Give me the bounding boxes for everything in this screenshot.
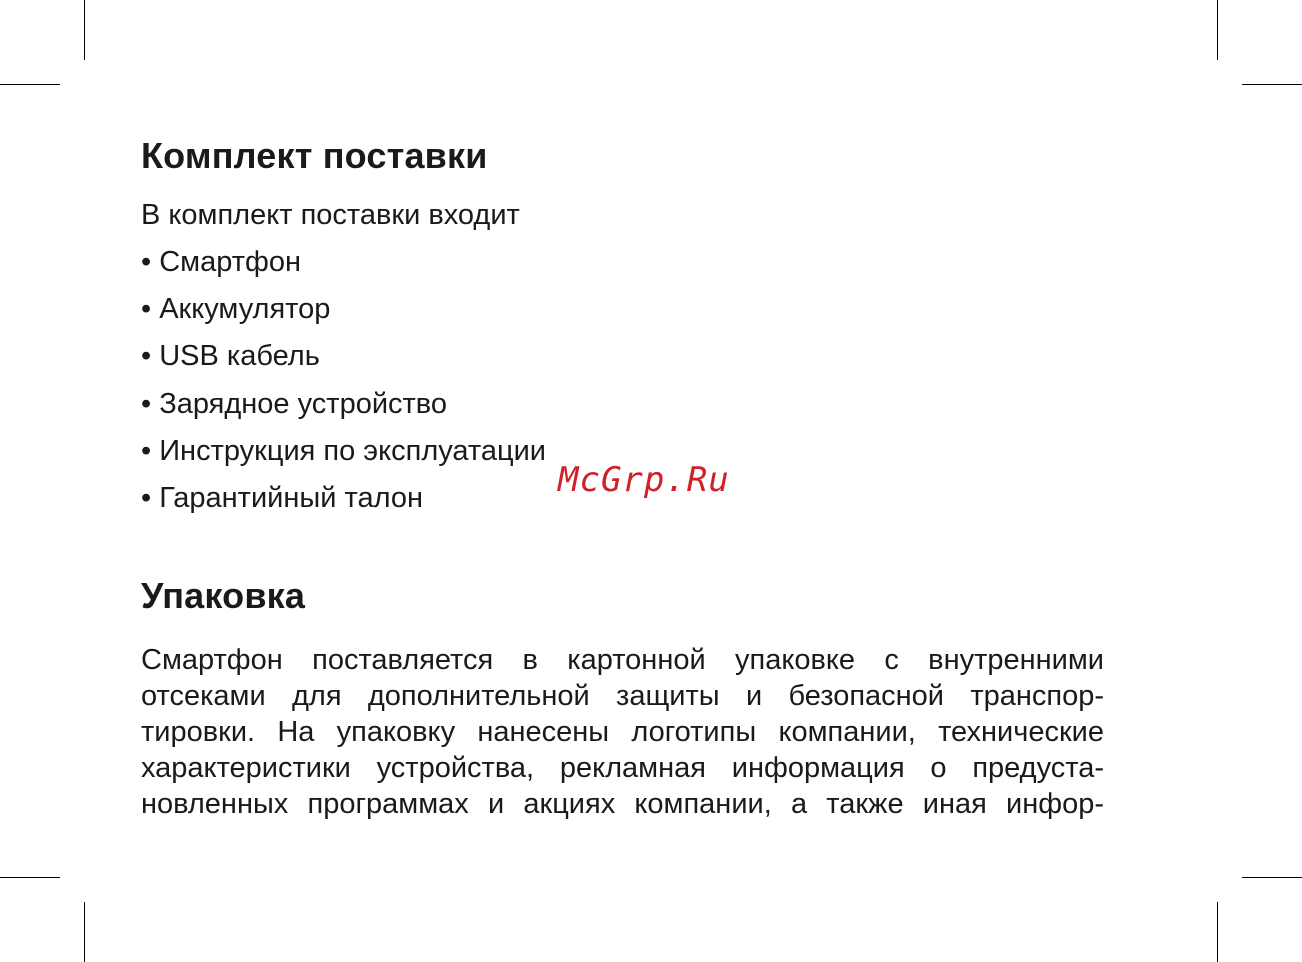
list-item: • Инструкция по эксплуатации [141, 434, 546, 467]
paragraph-line: отсеками для дополнительной защиты и безопасной транспор- [141, 680, 1104, 713]
list-item: • Аккумулятор [141, 293, 331, 326]
packaging-paragraph [141, 642, 1104, 822]
paragraph-line: новленных программах и акциях компании, а также иная инфор- [141, 788, 1104, 821]
crop-mark-top-right-vertical [1217, 0, 1218, 60]
paragraph-line: тировки. На упаковку нанесены логотипы компании, технические [141, 716, 1104, 749]
crop-mark-top-left-horizontal [0, 84, 60, 85]
crop-mark-top-right-horizontal [1242, 84, 1302, 85]
crop-mark-bottom-left-vertical [84, 902, 85, 962]
crop-mark-bottom-right-vertical [1217, 902, 1218, 962]
list-item: • USB кабель [141, 340, 320, 373]
section-title-packaging: Упаковка [141, 575, 306, 617]
crop-mark-bottom-right-horizontal [1242, 877, 1302, 878]
crop-mark-bottom-left-horizontal [0, 877, 60, 878]
paragraph-line: характеристики устройства, рекламная информация о предуста- [141, 752, 1104, 785]
watermark-text: McGrp.Ru [558, 460, 730, 500]
list-item: • Гарантийный талон [141, 482, 423, 515]
list-item: • Зарядное устройство [141, 387, 448, 420]
list-item: • Смартфон [141, 246, 301, 278]
paragraph-line: Смартфон поставляется в картонной упаковке с внутренними [141, 644, 1104, 677]
contents-intro: В комплект поставки входит [141, 199, 520, 231]
section-title-contents: Комплект поставки [141, 135, 488, 176]
crop-mark-top-left-vertical [84, 0, 85, 60]
